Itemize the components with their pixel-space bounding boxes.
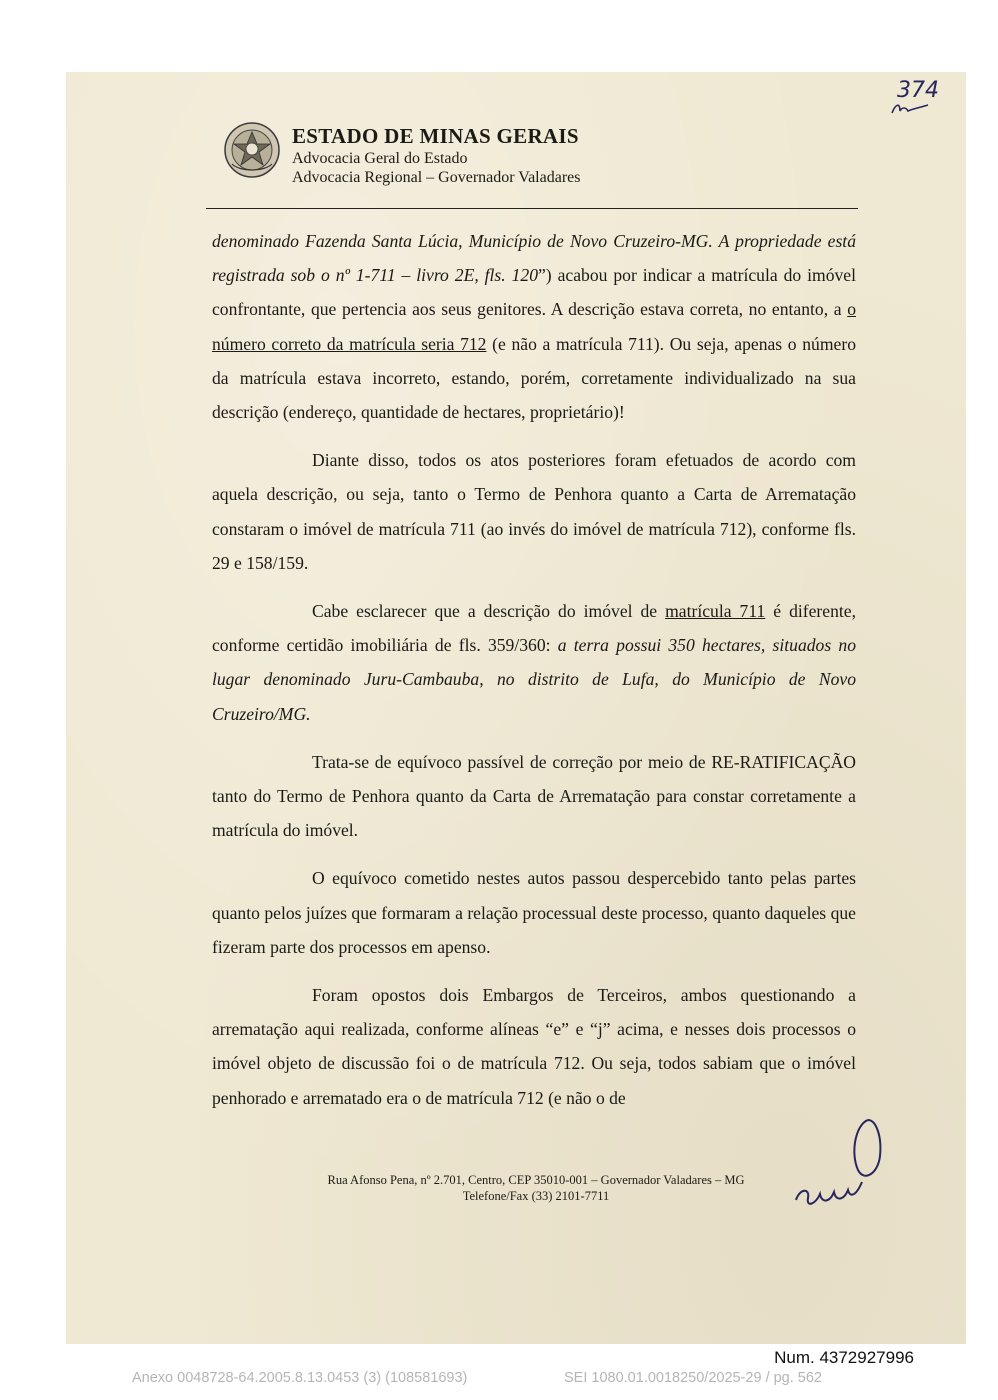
p1-italic: denominado Fazenda Santa Lúcia, Município de Novo Cruzeiro-MG. A propriedade está registrada sob o nº 1-711 – livro 2E, fls. 120 <box>212 231 856 286</box>
p3-text: Cabe esclarecer que a descrição do imóvel de <box>312 601 666 622</box>
footer-address: Rua Afonso Pena, nº 2.701, Centro, CEP 35010-001 – Governador Valadares – MG <box>327 1173 745 1187</box>
org-name: ESTADO DE MINAS GERAIS <box>292 124 579 148</box>
annex-reference: Anexo 0048728-64.2005.8.13.0453 (3) (108581693) <box>132 1370 468 1386</box>
footer-phone: Telefone/Fax (33) 2101-7711 <box>462 1189 610 1203</box>
paragraph-4: Trata-se de equívoco passível de correção por meio de RE-RATIFICAÇÃO tanto do Termo de Penhora quanto da Carta de Arrematação para constar corretamente a matrícula do imóvel. <box>212 751 856 841</box>
page-footer <box>286 1172 786 1204</box>
paragraph-1 <box>212 224 856 429</box>
scanned-page <box>66 72 966 1344</box>
folio-annotation <box>888 78 948 117</box>
header-divider <box>206 208 858 209</box>
p3-underlined: matrícula 711 <box>665 601 766 622</box>
sei-reference: SEI 1080.01.0018250/2025-29 / pg. 562 <box>564 1370 822 1386</box>
p3-text-mid: é diferente, conforme certidão imobiliária de fls. 359/360: <box>212 601 856 656</box>
p3-italic: a terra possui 350 hectares, situados no lugar denominado Juru-Cambauba, no distrito de Lufa, do Município de Novo Cruzeiro/MG. <box>212 635 856 724</box>
paragraph-2: Diante disso, todos os atos posteriores foram efetuados de acordo com aquela descrição, ou seja, tanto o Termo de Penhora quanto a Carta de Arrematação constaram o imóvel de matrícula 711 (ao invés do imóvel de matrícula 712), conforme fls. 29 e 158/159. <box>212 450 856 573</box>
document-number: Num. 4372927996 <box>774 1348 914 1367</box>
p1-underlined: o número correto da matrícula seria 712 <box>212 299 856 354</box>
org-subtitle-2: Advocacia Regional – Governador Valadares <box>292 169 581 186</box>
paragraph-6: Foram opostos dois Embargos de Terceiros, ambos questionando a arrematação aqui realizada, conforme alíneas “e” e “j” acima, e nesses dois processos o imóvel objeto de discussão foi o de matrícula 712. Ou seja, todos sabiam que o imóvel penhorado e arrematado era o de matrícula 712 (e não o de <box>212 985 856 1108</box>
paragraph-5: O equívoco cometido nestes autos passou despercebido tanto pelas partes quanto pelos juízes que formaram a relação processual deste processo, quanto daqueles que fizeram parte dos processos em apenso. <box>212 868 856 957</box>
document-body <box>212 224 856 1115</box>
handwritten-signature-icon <box>786 1112 896 1222</box>
coat-of-arms-icon <box>222 120 282 180</box>
p1-text: ”) acabou por indicar a matrícula do imóvel confrontante, que pertencia aos seus genitores. A descrição estava correta, no entanto, a <box>212 265 856 320</box>
paragraph-3 <box>212 594 856 731</box>
p1-text-end: (e não a matrícula 711). Ou seja, apenas o número da matrícula estava incorreto, estando, porém, corretamente individualizado na sua descrição (endereço, quantidade de hectares, proprietário)! <box>212 333 856 423</box>
folio-number: 374 <box>897 78 939 103</box>
org-subtitle-1: Advocacia Geral do Estado <box>292 150 468 167</box>
letterhead <box>222 120 842 200</box>
